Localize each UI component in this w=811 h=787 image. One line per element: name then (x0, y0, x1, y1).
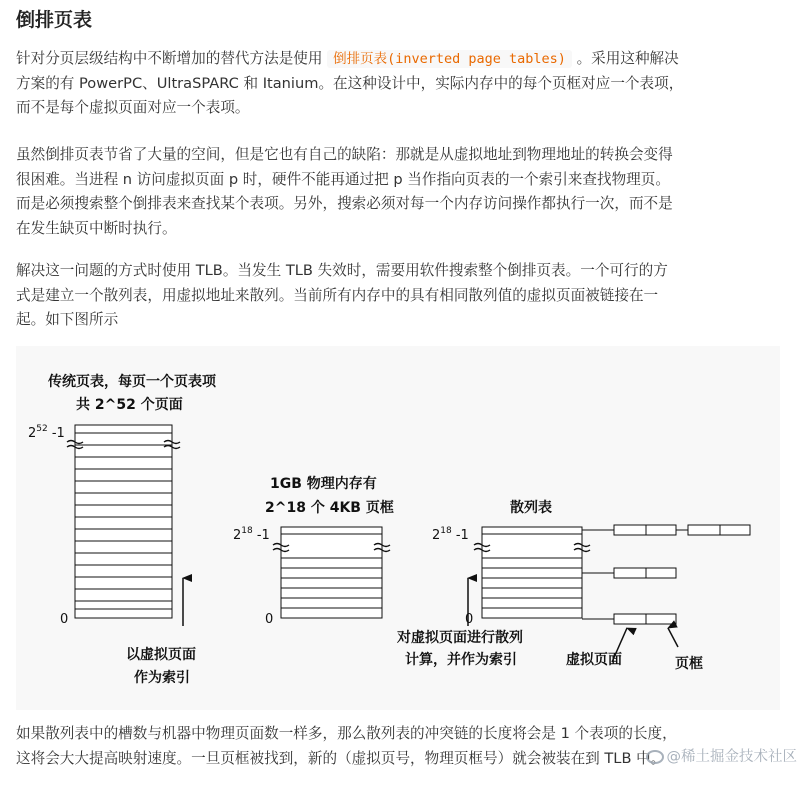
inline-code-inverted-page-tables: 倒排页表(inverted page tables) (327, 50, 572, 68)
paragraph-drawback (16, 143, 776, 241)
tlb-line-2: 式是建立一个散列表，用虚拟地址来散列。当前所有内存中的具有相同散列值的虚拟页面被链接在一 (16, 286, 659, 304)
tlb-line-3: 起。如下图所示 (16, 311, 119, 328)
drawback-line-4: 在发生缺页中断时执行。 (16, 219, 177, 237)
hash-caption: 散列表 (510, 500, 552, 516)
paragraph-intro (16, 47, 776, 121)
intro-line-2: 方案的有 PowerPC、UltraSPARC 和 Itanium。在这种设计中，实际内存中的每个页框对应一个表项， (16, 74, 684, 92)
intro-text-start: 针对分页层级结构中不断增加的替代方法是使用 (16, 50, 328, 67)
intro-text-end: 。采用这种解决 (571, 50, 679, 67)
drawback-line-2: 很困难。当进程 n 访问虚拟页面 p 时，硬件不能再通过把 p 当作指向页表的一个索引来查找物理页。 (16, 170, 670, 188)
traditional-arrow-label-2: 作为索引 (134, 670, 190, 686)
physical-bottom-label: 0 (265, 612, 274, 627)
conclusion-line-1: 如果散列表中的槽数与机器中物理页面数一样多，那么散列表的冲突链的长度将会是 1 个表项的长度， (16, 725, 677, 742)
traditional-arrow-label-1: 以虚拟页面 (126, 647, 196, 663)
hash-bottom-label: 0 (465, 612, 474, 627)
juejin-logo-icon (646, 750, 664, 764)
site-watermark: @稀土掘金技术社区 (646, 745, 798, 766)
inverted-page-table-figure (16, 346, 780, 710)
tlb-line-1: 解决这一问题的方式时使用 TLB。当发生 TLB 失效时，需要用软件搜索整个倒排页表。一个可行的方 (16, 262, 668, 279)
traditional-page-table (75, 425, 172, 618)
physical-top-label: $2^{18}$ -1 (233, 526, 270, 543)
traditional-caption-1: 传统页表，每页一个页表项 (48, 374, 216, 390)
hash-chains (582, 525, 750, 624)
traditional-top-label: $2^{52}$ -1 (28, 424, 65, 441)
page-frame-pointer-arrow (668, 628, 678, 647)
traditional-bottom-label: 0 (60, 612, 69, 627)
hash-table (482, 527, 582, 618)
virtual-page-label: 虚拟页面 (566, 652, 622, 668)
physical-caption-2: 2^18 个 4KB 页框 (265, 500, 394, 516)
figure-diagram (16, 346, 780, 710)
drawback-line-1: 虽然倒排页表节省了大量的空间，但是它也有自己的缺陷：那就是从虚拟地址到物理地址的转换会变得 (16, 146, 673, 163)
hash-arrow-label-1: 对虚拟页面进行散列 (397, 630, 523, 646)
hash-arrow-label-2: 计算，并作为索引 (405, 652, 517, 668)
traditional-caption-2: 共 2^52 个页面 (76, 397, 183, 413)
page-title: 倒排页表 (16, 9, 93, 31)
physical-memory-table (281, 527, 382, 618)
hash-top-label: $2^{18}$ -1 (432, 526, 469, 543)
conclusion-line-2: 这将会大大提高映射速度。一旦页框被找到，新的（虚拟页号，物理页框号）就会被装在到 TLB 中。 (16, 749, 666, 767)
drawback-line-3: 而是必须搜索整个倒排表来查找某个表项。另外，搜索必须对每一个内存访问操作都执行一次，而不是 (16, 195, 673, 212)
physical-caption-1: 1GB 物理内存有 (270, 476, 377, 492)
page-frame-label: 页框 (675, 656, 703, 672)
intro-line-3: 而不是每个虚拟页面对应一个表项。 (16, 99, 250, 116)
paragraph-tlb-solution (16, 259, 776, 333)
